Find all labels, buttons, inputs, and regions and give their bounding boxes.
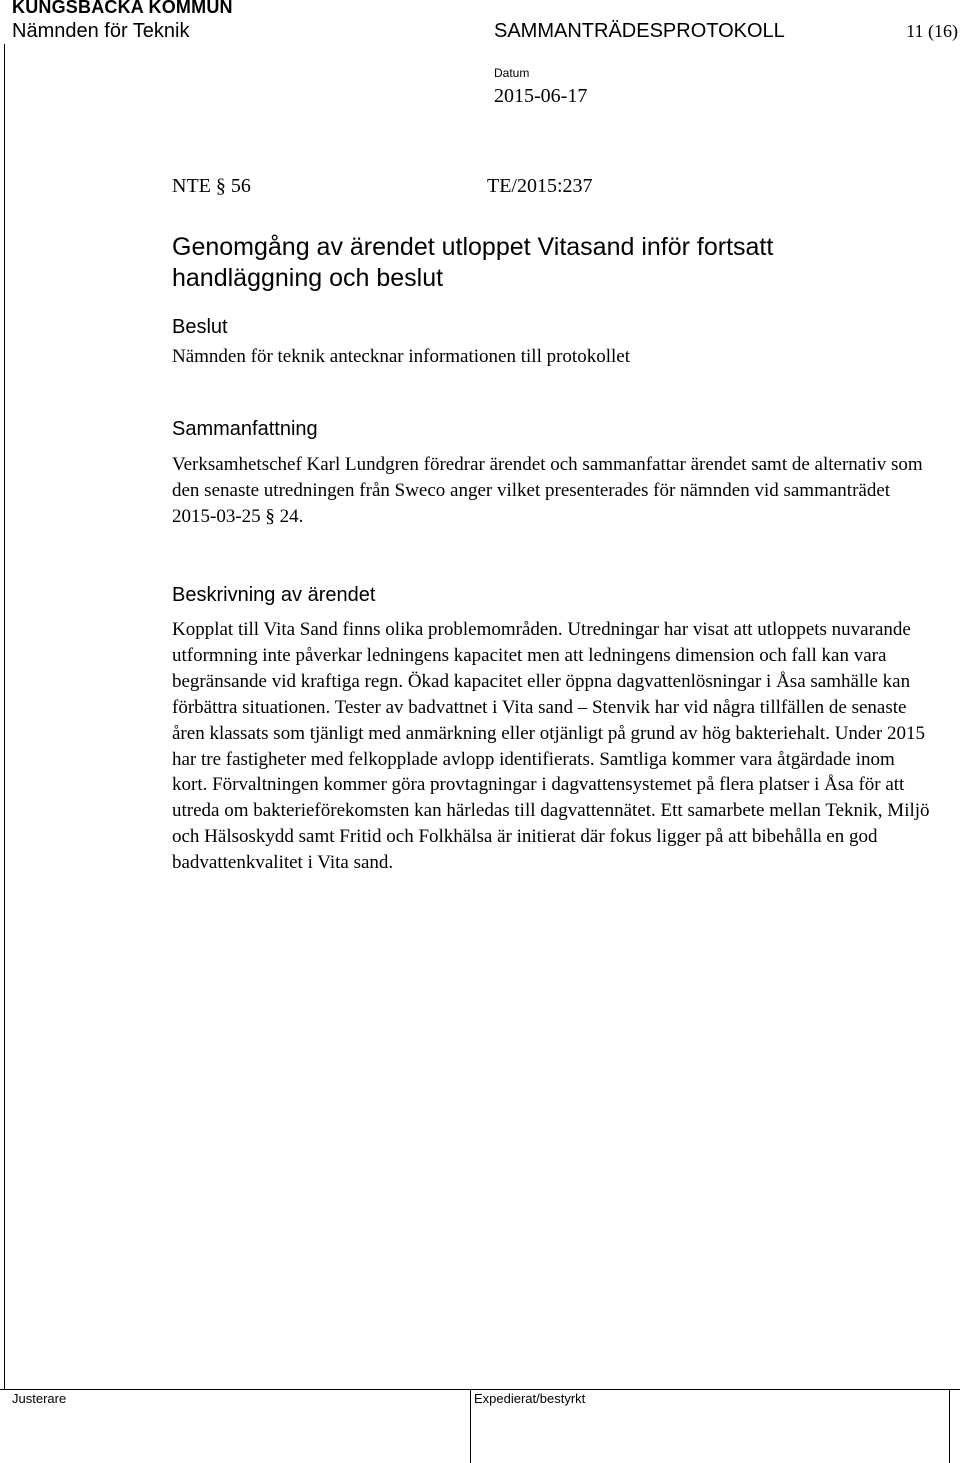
document-type: SAMMANTRÄDESPROTOKOLL [494,20,785,42]
footer-divider [0,1389,960,1390]
organization-name: KUNGSBACKA KOMMUN [12,0,233,17]
section-heading-beskrivning: Beskrivning av ärendet [172,584,376,606]
section-heading-beslut: Beslut [172,316,228,338]
section-heading-sammanfattning: Sammanfattning [172,418,318,440]
case-reference: TE/2015:237 [487,175,593,197]
footer-justerare-label: Justerare [12,1391,67,1406]
committee-name: Nämnden för Teknik [12,20,190,42]
page-number: 11 (16) [906,21,958,41]
section-text-beslut: Nämnden för teknik antecknar informationen till protokollet [172,346,630,367]
footer-right-border [949,1390,950,1463]
date-value: 2015-06-17 [494,85,588,107]
case-title: Genomgång av ärendet utloppet Vitasand inför fortsatt handläggning och beslut [172,233,774,292]
section-text-sammanfattning: Verksamhetschef Karl Lundgren föredrar ärendet och sammanfattar ärendet samt de alternativ som den senaste utredningen från Sweco anger vilket presenterades för nämnden vid sammanträdet 2015-03-25 § 24. [172,454,923,527]
date-label: Datum [494,66,530,80]
left-margin-line [4,44,5,1389]
case-number: NTE § 56 [172,175,251,197]
footer-column-divider [470,1390,471,1463]
footer-expedierat-label: Expedierat/bestyrkt [474,1391,586,1406]
section-text-beskrivning: Kopplat till Vita Sand finns olika problemområden. Utredningar har visat att utloppets nuvarande utformning inte påverkar ledningens kapacitet men att ledningens dimension och fall kan vara begränsande vid kraftiga regn. Ökad kapacitet eller öppna dagvattenlösningar i Åsa samhälle kan förbättra situationen. Tester av badvattnet i Vita sand – Stenvik har vid några tillfällen de senaste åren klassats som tjänligt med anmärkning eller otjänligt på grund av hög bakteriehalt. Under 2015 har tre fastigheter med felkopplade avlopp identifierats. Samtliga kommer vara åtgärdade inom kort. Förvaltningen kommer göra provtagningar i dagvattensystemet på flera platser i Åsa för att utreda om bakterieförekomsten kan härledas till dagvattennätet. Ett samarbete mellan Teknik, Miljö och Hälsoskydd samt Fritid och Folkhälsa är initierat där fokus ligger på att bibehålla en god badvattenkvalitet i Vita sand. [172,619,930,874]
